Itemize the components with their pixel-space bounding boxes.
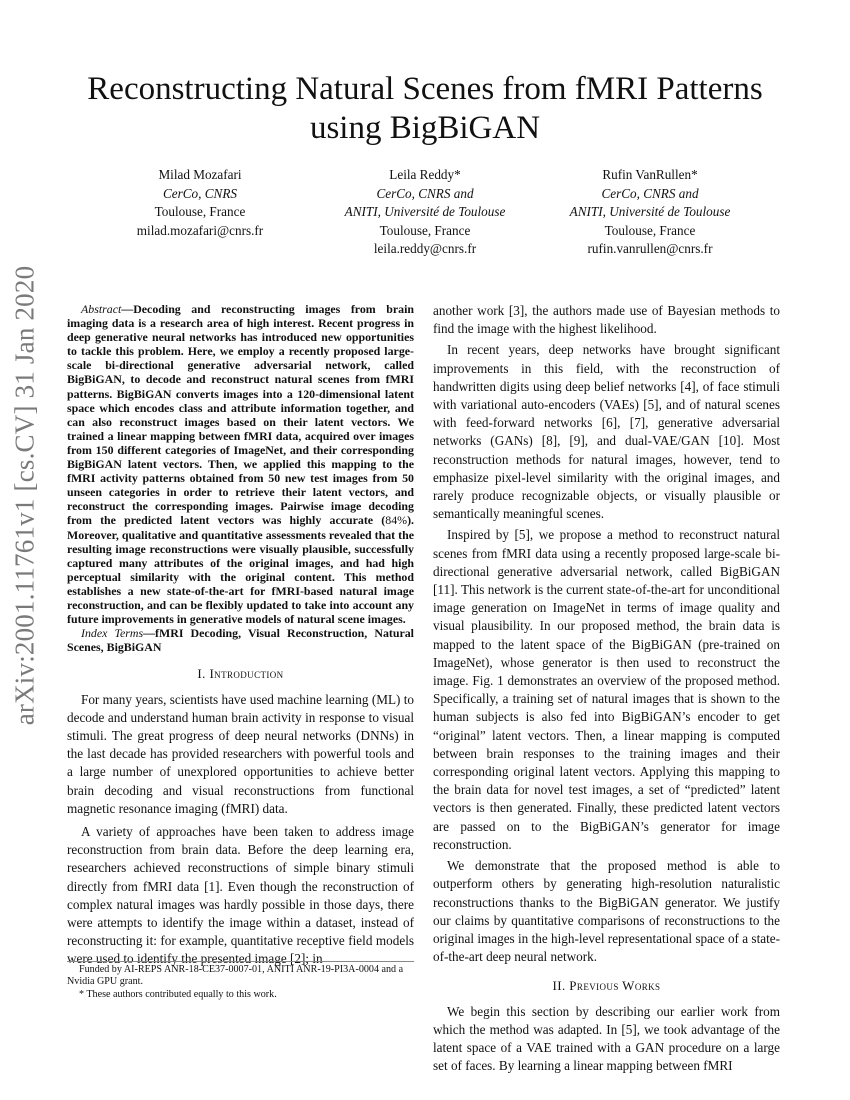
index-terms [67, 626, 414, 654]
author-affiliation: CerCo, CNRS and [376, 185, 474, 201]
author-email: milad.mozafari@cnrs.fr [136, 222, 264, 238]
abstract-text-end: ). Moreover, qualitative and quantitative assessments revealed that the resulting image reconstructions were visually plausible, successfully captured many attributes of the original images, and had high perceptual similarity with the original content. This method establishes a new state-of-the-art for fMRI-based natural image reconstruction, and can be flexibly updated to take into account any future improvements in generative models of natural scene images. [67, 513, 414, 627]
author-location: Toulouse, France [379, 222, 471, 238]
right-paragraph-3: Inspired by [5], we propose a method to reconstruct natural scenes from fMRI data using a recently proposed large-scale bi-directional generative adversarial network, called BigBiGAN [11]. This network is the current state-of-the-art for unconditional image generation on ImageNet in terms of image quality and visual plausibility. In our proposed method, the brain data is mapped to the latent space of the BigBiGAN (pre-trained on ImageNet), whose generator is then used to reconstruct the image. Fig. 1 demonstrates an overview of the proposed method. Specifically, a training set of natural images that is shown to the human subjects is also fed into BigBiGAN’s encoder to get “original” latent vectors. Then, a linear mapping is computed between brain responses to the training images and their corresponding original latent vectors. Applying this mapping to the brain data for novel test images, a set of “predicted” latent vectors is then generated. Finally, these predicted latent vectors are passed on to the BigBiGAN’s generator for image reconstruction. [433, 527, 780, 852]
right-paragraph-1: another work [3], the authors made use of Bayesian methods to find the image with the highest likelihood. [433, 303, 780, 337]
author-2 [305, 166, 545, 259]
abstract-text: —Decoding and reconstructing images from brain imaging data is a research area of high interest. Recent progress in deep generative neural networks has introduced new opportunities to tackle this problem. Here, we employ a recently proposed large-scale bi-directional generative adversarial network, called BigBiGAN, to decode and reconstruct natural scenes from fMRI patterns. BigBiGAN converts images into a 120-dimensional latent space which encodes class and attribute information together, and can also reconstruct images based on their latent vectors. We trained a linear mapping between fMRI data, acquired over images from 150 different categories of ImageNet, and their corresponding BigBiGAN latent vectors. Then, we applied this mapping to the fMRI activity patterns obtained from 50 new test images from 50 unseen categories in order to retrieve their latent vectors, and reconstruct the corresponding images. Pairwise image decoding from the predicted latent vectors was highly accurate ( [67, 302, 414, 528]
author-location: Toulouse, France [154, 204, 246, 219]
abstract-accuracy: 84% [385, 513, 408, 528]
previous-works-paragraph: We begin this section by describing our earlier work from which the method was adapted. In [5], we took advantage of the latent space of a VAE trained with a GAN procedure on a large set of faces. By learning a linear mapping between fMRI [433, 1003, 780, 1074]
right-column [433, 302, 780, 1075]
author-name: Milad Mozafari [158, 167, 242, 182]
arxiv-identifier [2, 265, 48, 725]
footnotes [67, 961, 414, 1001]
author-name: Leila Reddy* [389, 167, 461, 182]
intro-paragraph-2: A variety of approaches have been taken to address image reconstruction from brain data. Before the deep learning era, researchers achieved reconstructions of simple binary stimuli directly from fMRI data [1]. Even though the reconstruction of complex natural images was hardly possible in those days, there were attempts to identify the image within a dataset, instead of reconstructing it: for example, quantitative receptive field models were used to identify the presented image [2]; in [67, 823, 414, 967]
abstract [67, 302, 414, 626]
author-affiliation: CerCo, CNRS and [601, 185, 699, 201]
author-email: rufin.vanrullen@cnrs.fr [587, 241, 713, 256]
index-terms-text: —fMRI Decoding, Visual Reconstruction, Natural Scenes, BigBiGAN [67, 626, 414, 655]
author-affiliation: ANITI, Université de Toulouse [344, 204, 506, 219]
footnote-funding: Funded by AI-REPS ANR-18-CE37-0007-01, ANITI ANR-19-PI3A-0004 and a Nvidia GPU grant. [67, 964, 404, 988]
author-affiliation: ANITI, Université de Toulouse [569, 204, 731, 219]
footnote-equal-contribution: * These authors contributed equally to this work. [79, 988, 277, 1000]
author-location: Toulouse, France [604, 222, 696, 238]
paper-title: Reconstructing Natural Scenes from fMRI Patterns using BigBiGAN [87, 71, 763, 146]
author-3 [530, 166, 770, 259]
section-heading-introduction: I. Introduction [197, 666, 284, 682]
section-heading-previous-works: II. Previous Works [552, 978, 661, 994]
author-block [80, 166, 770, 261]
right-paragraph-4: We demonstrate that the proposed method is able to outperform others by generating high-resolution naturalistic reconstructions thanks to the BigBiGAN generator. We justify our claims by quantitative comparisons of reconstructions to the original images in the high-level representational space of a state-of-the-art deep neural network. [433, 858, 780, 965]
right-paragraph-2: In recent years, deep networks have brought significant improvements in this field, with the reconstruction of handwritten digits using deep belief networks [4], of face stimuli with variational auto-encoders (VAEs) [5], and of natural scenes with feed-forward networks [6], [7], generative adversarial networks (GANs) [8], [9], and dual-VAE/GAN [10]. Most reconstruction methods for natural images, however, tend to emphasize pixel-level similarity with the original images, and rarely produce recognizable objects, or visually plausible or semantically meaningful scenes. [433, 342, 780, 522]
author-affiliation: CerCo, CNRS [162, 185, 237, 201]
author-1 [80, 166, 320, 240]
abstract-label: Abstract [81, 302, 122, 316]
author-email: leila.reddy@cnrs.fr [373, 241, 477, 256]
index-terms-label: Index Terms [81, 626, 144, 641]
intro-paragraph-1: For many years, scientists have used machine learning (ML) to decode and understand human brain activity in response to visual stimuli. The great progress of deep neural networks (DNNs) in the last decade has provided researchers with powerful tools and a large number of unexplored opportunities to achieve better brain decoding and visual reconstructions from functional magnetic resonance imaging (fMRI) data. [67, 691, 414, 816]
arxiv-identifier-text: arXiv:2001.11761v1 [cs.CV] 31 Jan 2020 [9, 265, 40, 725]
author-name: Rufin VanRullen* [602, 167, 698, 182]
left-column [67, 302, 414, 969]
